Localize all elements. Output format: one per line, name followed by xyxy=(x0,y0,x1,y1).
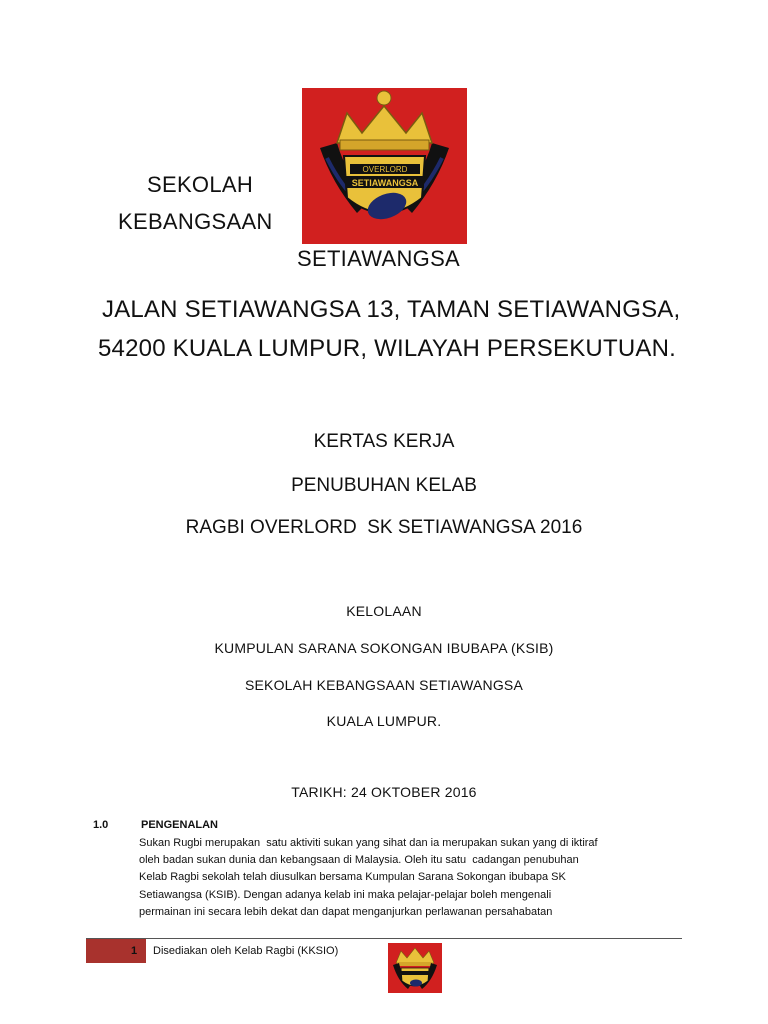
school-name-line3: SETIAWANGSA xyxy=(297,246,461,271)
paragraph-line: Kelab Ragbi sekolah telah diusulkan bersama Kumpulan Sarana Sokongan ibubapa SK xyxy=(139,871,566,884)
section-heading: PENGENALAN xyxy=(141,819,219,831)
paragraph-line: oleh badan sukan dunia dan kebangsaan di Malaysia. Oleh itu satu cadangan penubuhan xyxy=(139,854,579,867)
paragraph-line: Sukan Rugbi merupakan satu aktiviti sukan yang sihat dan ia merupakan sukan yang di iktiraf xyxy=(139,837,598,849)
paragraph-line: permainan ini secara lebih dekat dan dapat menganjurkan perlawanan persahabatan xyxy=(139,905,553,918)
management-line3: KUALA LUMPUR. xyxy=(326,713,442,729)
section-number: 1.0 xyxy=(93,819,109,831)
crest-banner-main-text: SETIAWANGSA xyxy=(351,178,419,188)
management-line1: KUMPULAN SARANA SOKONGAN IBUBAPA (KSIB) xyxy=(214,640,554,656)
management-label: KELOLAAN xyxy=(346,603,422,619)
document-title-line3: RAGBI OVERLORD SK SETIAWANGSA 2016 xyxy=(185,517,583,538)
footer-divider xyxy=(86,938,682,939)
address-line2: 54200 KUALA LUMPUR, WILAYAH PERSEKUTUAN. xyxy=(98,335,676,362)
school-name-line1: SEKOLAH xyxy=(147,172,254,197)
school-name-line2: KEBANGSAAN xyxy=(118,209,273,234)
school-crest-logo xyxy=(302,88,467,244)
paragraph-line: Setiawangsa (KSIB). Dengan adanya kelab ini maka pelajar-pelajar boleh mengenali xyxy=(139,888,552,901)
document-title-line2: PENUBUHAN KELAB xyxy=(291,475,477,496)
address-line1: JALAN SETIAWANGSA 13, TAMAN SETIAWANGSA, xyxy=(102,296,681,323)
management-line2: SEKOLAH KEBANGSAAN SETIAWANGSA xyxy=(244,677,524,693)
footer-prepared-by: Disediakan oleh Kelab Ragbi (KKSIO) xyxy=(153,945,339,957)
footer-crest-logo xyxy=(388,943,442,993)
document-title-line1: KERTAS KERJA xyxy=(313,431,455,452)
section-paragraph xyxy=(139,835,699,921)
crest-banner-top-text: OVERLORD xyxy=(362,165,408,174)
footer-page-number: 1 xyxy=(131,945,138,957)
document-date: TARIKH: 24 OKTOBER 2016 xyxy=(291,784,477,800)
